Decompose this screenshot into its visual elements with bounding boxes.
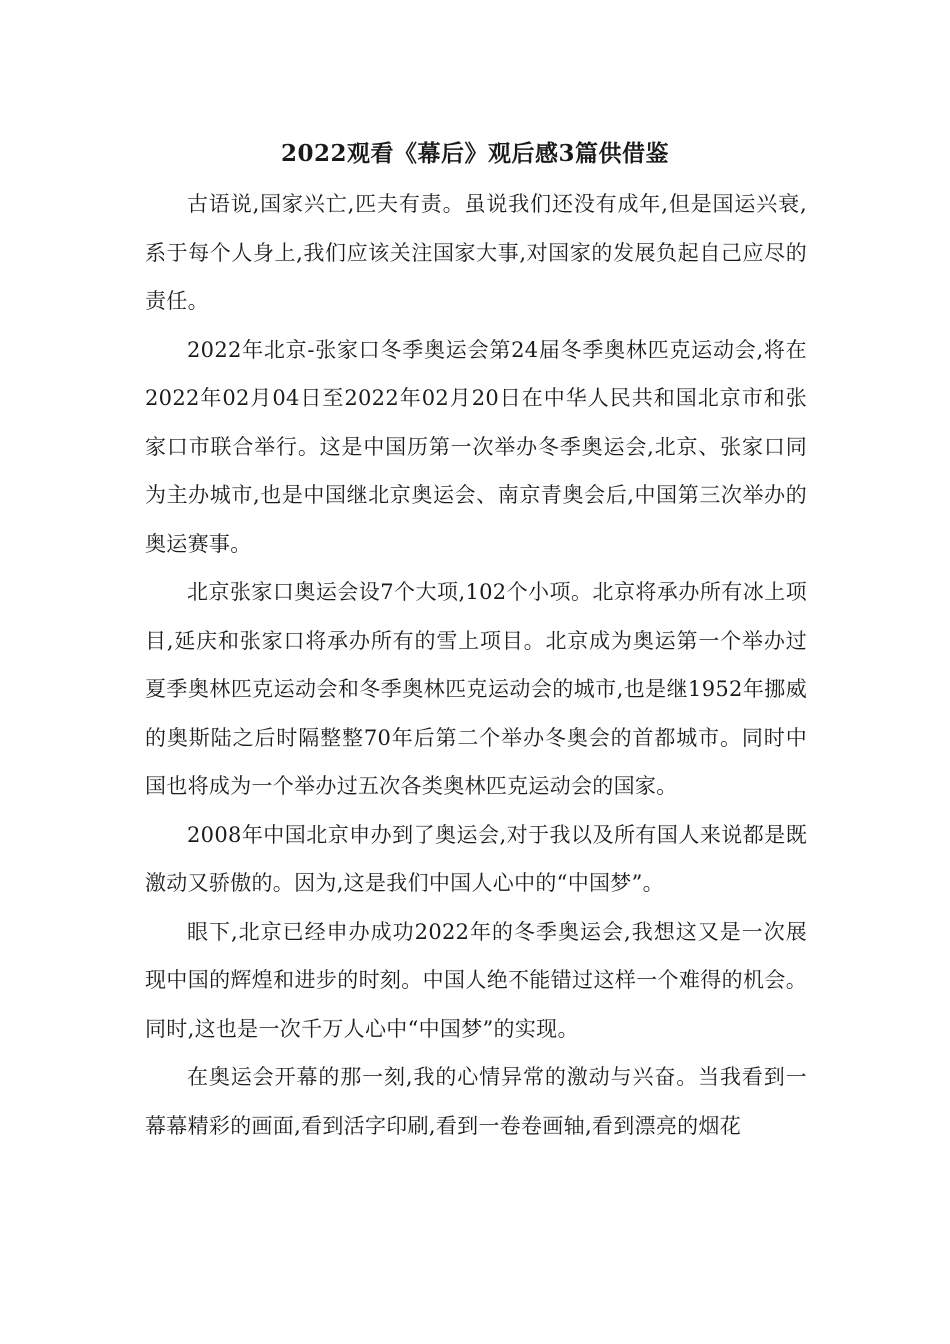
paragraph-5: 眼下,北京已经申办成功2022年的冬季奥运会,我想这又是一次展现中国的辉煌和进步的时刻。中国人绝不能错过这样一个难得的机会。同时,这也是一次千万人心中“中国梦”的实现。	[145, 919, 807, 1041]
document-title: 2022观看《幕后》观后感3篇供借鉴	[280, 140, 670, 167]
paragraph-2: 2022年北京-张家口冬季奥运会第24届冬季奥林匹克运动会,将在2022年02月04日至2022年02月20日在中华人民共和国北京市和张家口市联合举行。这是中国历第一次举办冬季奥运会,北京、张家口同为主办城市,也是中国继北京奥运会、南京青奥会后,中国第三次举办的奥运赛事。	[145, 337, 807, 556]
paragraph-4: 2008年中国北京申办到了奥运会,对于我以及所有国人来说都是既激动又骄傲的。因为,这是我们中国人心中的“中国梦”。	[145, 822, 807, 895]
paragraph-6: 在奥运会开幕的那一刻,我的心情异常的激动与兴奋。当我看到一幕幕精彩的画面,看到活字印刷,看到一卷卷画轴,看到漂亮的烟花	[145, 1065, 807, 1138]
paragraph-1: 古语说,国家兴亡,匹夫有责。虽说我们还没有成年,但是国运兴衰,系于每个人身上,我们应该关注国家大事,对国家的发展负起自己应尽的责任。	[145, 192, 807, 313]
paragraph-3: 北京张家口奥运会设7个大项,102个小项。北京将承办所有冰上项目,延庆和张家口将承办所有的雪上项目。北京成为奥运第一个举办过夏季奥林匹克运动会和冬季奥林匹克运动会的城市,也是继1952年挪威的奥斯陆之后时隔整整70年后第二个举办冬奥会的首都城市。同时中国也将成为一个举办过五次各类奥林匹克运动会的国家。	[145, 580, 807, 798]
document-body	[145, 180, 807, 1150]
